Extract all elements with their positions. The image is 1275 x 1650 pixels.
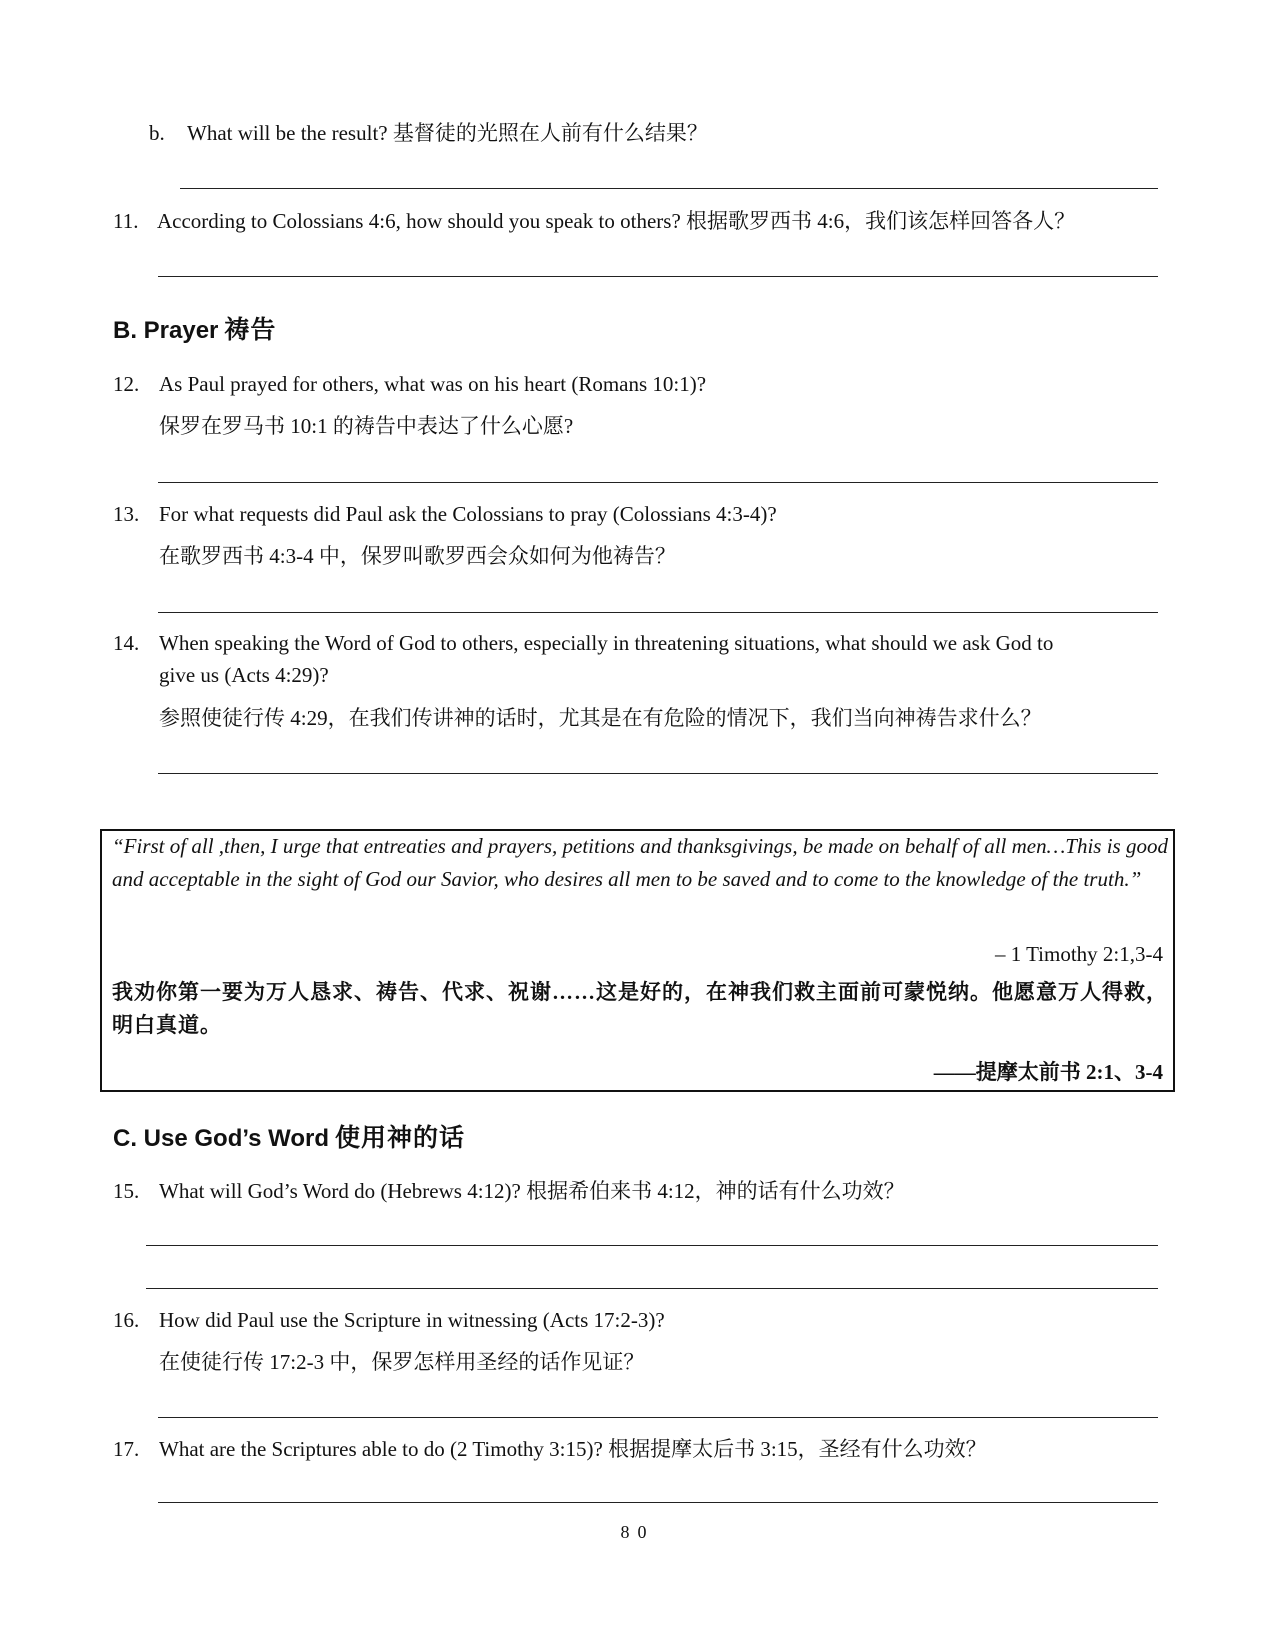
question-12-text-zh: 保罗在罗马书 10:1 的祷告中表达了什么心愿? bbox=[159, 414, 574, 438]
question-13-number: 13. bbox=[113, 502, 140, 526]
answer-line-15b[interactable] bbox=[146, 1288, 1158, 1289]
question-11-number: 11. bbox=[113, 209, 139, 233]
section-b-heading bbox=[113, 310, 276, 346]
answer-line-15a[interactable] bbox=[146, 1245, 1158, 1246]
answer-line-10b[interactable] bbox=[180, 188, 1158, 189]
quote-reference-zh: ——提摩太前书 2:1、3-4 bbox=[933, 1060, 1163, 1084]
answer-line-14[interactable] bbox=[158, 773, 1158, 774]
section-b-title: B. Prayer bbox=[113, 317, 219, 344]
section-b-title-zh: 祷告 bbox=[224, 315, 277, 344]
answer-line-17[interactable] bbox=[158, 1502, 1158, 1503]
question-12-text-en: As Paul prayed for others, what was on his heart (Romans 10:1)? bbox=[159, 372, 707, 396]
question-12-number: 12. bbox=[113, 372, 140, 396]
question-13-text-en: For what requests did Paul ask the Colossians to pray (Colossians 4:3-4)? bbox=[159, 502, 777, 526]
question-17-text: What are the Scriptures able to do (2 Timothy 3:15)? 根据提摩太后书 3:15，圣经有什么功效？ bbox=[159, 1437, 987, 1461]
question-15-text: What will God’s Word do (Hebrews 4:12)? 根据希伯来书 4:12，神的话有什么功效？ bbox=[159, 1179, 905, 1203]
question-14-text-en-line2: give us (Acts 4:29)? bbox=[159, 663, 329, 687]
question-16-text-zh: 在使徒行传 17:2-3 中，保罗怎样用圣经的话作见证？ bbox=[159, 1350, 645, 1374]
question-15-number: 15. bbox=[113, 1179, 140, 1203]
answer-line-11[interactable] bbox=[158, 276, 1158, 277]
question-11-text: According to Colossians 4:6, how should you speak to others? 根据歌罗西书 4:6，我们该怎样回答各人？ bbox=[157, 209, 1076, 233]
question-17-number: 17. bbox=[113, 1437, 140, 1461]
quote-text-en: “First of all ,then, I urge that entreaties and prayers, petitions and thanksgivings, be made on behalf of all men…This is good and acceptable in the sight of God our Savior, who desires all men to be saved and to come to the knowledge of the truth.” bbox=[112, 834, 1168, 891]
answer-line-13[interactable] bbox=[158, 612, 1158, 613]
page-number: 80 bbox=[620, 1522, 655, 1542]
question-16-text-en: How did Paul use the Scripture in witnessing (Acts 17:2-3)? bbox=[159, 1308, 665, 1332]
question-14-text-en-line1: When speaking the Word of God to others, especially in threatening situations, what should we ask God to bbox=[159, 631, 1054, 655]
section-c-heading bbox=[113, 1118, 465, 1154]
answer-line-16[interactable] bbox=[158, 1417, 1158, 1418]
question-16-number: 16. bbox=[113, 1308, 140, 1332]
section-c-title-zh: 使用神的话 bbox=[335, 1123, 466, 1152]
quote-text-zh: 我劝你第一要为万人恳求、祷告、代求、祝谢……这是好的，在神我们救主面前可蒙悦纳。他愿意万人得救，明白真道。 bbox=[112, 980, 1168, 1037]
quote-reference-en: – 1 Timothy 2:1,3-4 bbox=[994, 942, 1163, 966]
question-10b-label: b. bbox=[149, 121, 165, 145]
question-14-text-zh: 参照使徒行传 4:29，在我们传讲神的话时，尤其是在有危险的情况下，我们当向神祷告求什么？ bbox=[159, 706, 1042, 730]
answer-line-12[interactable] bbox=[158, 482, 1158, 483]
question-10b-text: What will be the result? 基督徒的光照在人前有什么结果？ bbox=[187, 121, 708, 145]
question-13-text-zh: 在歌罗西书 4:3-4 中，保罗叫歌罗西会众如何为他祷告？ bbox=[159, 544, 676, 568]
question-14-number: 14. bbox=[113, 631, 140, 655]
section-c-title: C. Use God’s Word bbox=[113, 1125, 330, 1152]
